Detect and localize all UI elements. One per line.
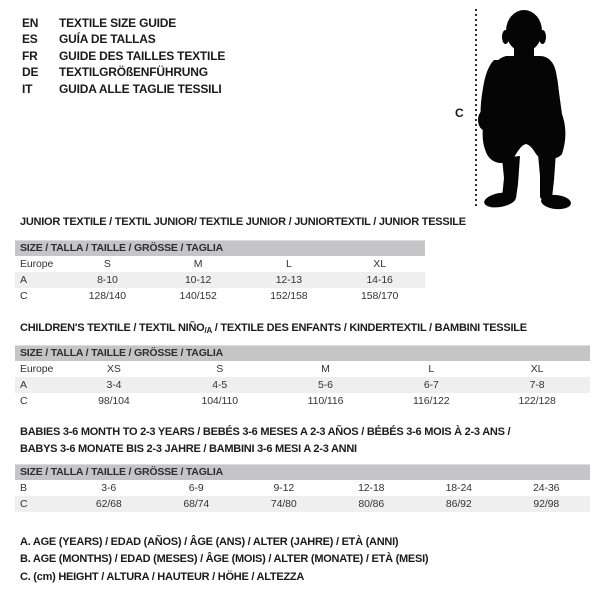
footnote-height: C. (cm) HEIGHT / ALTURA / HAUTEUR / HÖHE / ALTEZZA: [20, 570, 305, 583]
table-cell: 152/158: [270, 290, 308, 302]
table-cell: 8-10: [97, 274, 118, 286]
table-cell: 86/92: [445, 498, 472, 510]
table-cell: 18-24: [445, 482, 472, 494]
table-row: [15, 256, 425, 272]
row-label: Europe: [20, 363, 54, 375]
babies-size-table: [15, 464, 590, 512]
table-cell: 62/68: [95, 498, 122, 510]
table-cell: 68/74: [183, 498, 210, 510]
title-line: BABYS 3-6 MONATE BIS 2-3 JAHRE / BAMBINI 3-6 MESI A 2-3 ANNI: [20, 443, 357, 455]
language-code: FR: [22, 48, 38, 63]
table-row: [15, 496, 590, 512]
row-label: A: [20, 274, 27, 286]
table-row: [15, 377, 590, 393]
footnote-legend: [20, 534, 428, 586]
height-marker-label: C: [455, 106, 464, 120]
babies-table-title: [20, 424, 510, 458]
table-cell: 24-36: [533, 482, 560, 494]
row-label: C: [20, 290, 28, 302]
size-header-bar: SIZE / TALLA / TAILLE / GRÖSSE / TAGLIA: [15, 345, 590, 361]
table-cell: 140/152: [179, 290, 217, 302]
toddler-silhouette-icon: [468, 8, 578, 212]
list-item: [22, 81, 225, 97]
table-cell: XL: [373, 258, 386, 270]
row-label: B: [20, 482, 27, 494]
table-cell: 158/170: [360, 290, 399, 302]
language-code: ES: [22, 32, 38, 47]
footnote-age-years: A. AGE (YEARS) / EDAD (AÑOS) / ÂGE (ANS) / ALTER (JAHRE) / ETÀ (ANNI): [20, 536, 399, 548]
list-item: [22, 48, 225, 64]
row-label: C: [20, 498, 28, 510]
list-item: [22, 64, 225, 80]
language-code: IT: [22, 81, 33, 96]
table-cell: 98/104: [98, 395, 130, 407]
row-label: C: [20, 395, 28, 407]
table-cell: 10-12: [184, 274, 212, 286]
list-item: [22, 31, 225, 47]
row-label: A: [20, 379, 27, 391]
table-cell: 12-18: [358, 482, 385, 494]
table-cell: 9-12: [273, 482, 295, 494]
title-line: BABIES 3-6 MONTH TO 2-3 YEARS / BEBÉS 3-6 MESES A 2-3 AÑOS / BÉBÉS 3-6 MOIS À 2-3 ANS /: [20, 426, 511, 438]
table-cell: S: [216, 363, 224, 375]
table-cell: 122/128: [518, 395, 556, 407]
table-cell: XL: [530, 363, 544, 375]
table-cell: 74/80: [270, 498, 297, 510]
table-cell: 80/86: [358, 498, 385, 510]
children-table-title: [20, 322, 527, 335]
footnote-age-months: B. AGE (MONTHS) / EDAD (MESES) / ÂGE (MOIS) / ALTER (MONATE) / ETÀ (MESI): [20, 553, 429, 566]
table-cell: 3-6: [101, 482, 117, 494]
table-cell: 128/140: [88, 290, 126, 302]
table-cell: 12-13: [275, 274, 303, 286]
table-row: [15, 272, 425, 288]
table-cell: XS: [106, 363, 121, 375]
table-cell: L: [428, 363, 435, 375]
guide-title: GUIDA ALLE TAGLIE TESSILI: [59, 81, 222, 96]
language-title-list: [22, 15, 225, 97]
children-size-table: [15, 345, 590, 409]
guide-title: GUIDE DES TAILLES TEXTILE: [59, 48, 226, 63]
title-subscript: /A: [204, 326, 212, 335]
guide-title: GUÍA DE TALLAS: [59, 32, 156, 47]
table-cell: M: [193, 258, 203, 270]
table-row: [15, 361, 590, 377]
table-cell: 4-5: [212, 379, 228, 391]
table-row: [15, 480, 590, 496]
table-cell: M: [321, 363, 330, 375]
table-cell: 92/98: [533, 498, 560, 510]
table-cell: 7-8: [529, 379, 545, 391]
list-item: [22, 15, 225, 31]
table-cell: 5-6: [318, 379, 333, 391]
guide-title: TEXTILGRÖßENFÜHRUNG: [59, 65, 208, 80]
title-text: / TEXTILE DES ENFANTS / KINDERTEXTIL / BAMBINI TESSILE: [211, 322, 527, 334]
junior-size-table: [15, 240, 425, 304]
table-cell: 3-4: [106, 379, 122, 391]
table-cell: 6-9: [188, 482, 204, 494]
table-cell: S: [103, 258, 111, 270]
junior-table-title: JUNIOR TEXTILE / TEXTIL JUNIOR/ TEXTILE JUNIOR / JUNIORTEXTIL / JUNIOR TESSILE: [20, 216, 466, 228]
height-figure: [440, 0, 600, 215]
table-cell: 116/122: [413, 395, 450, 407]
language-code: DE: [22, 65, 39, 80]
table-cell: 110/116: [307, 395, 344, 407]
table-cell: 104/110: [201, 395, 238, 407]
title-text: CHILDREN'S TEXTILE / TEXTIL NIÑO: [20, 322, 205, 334]
size-header-bar: SIZE / TALLA / TAILLE / GRÖSSE / TAGLIA: [15, 464, 590, 480]
table-cell: L: [286, 258, 292, 270]
row-label: Europe: [20, 258, 54, 270]
table-row: [15, 393, 590, 409]
language-code: EN: [22, 16, 39, 30]
size-header-bar: SIZE / TALLA / TAILLE / GRÖSSE / TAGLIA: [15, 240, 425, 256]
table-cell: 14-16: [366, 274, 393, 286]
table-row: [15, 288, 425, 304]
guide-title: TEXTILE SIZE GUIDE: [59, 16, 177, 30]
table-cell: 6-7: [423, 379, 439, 391]
